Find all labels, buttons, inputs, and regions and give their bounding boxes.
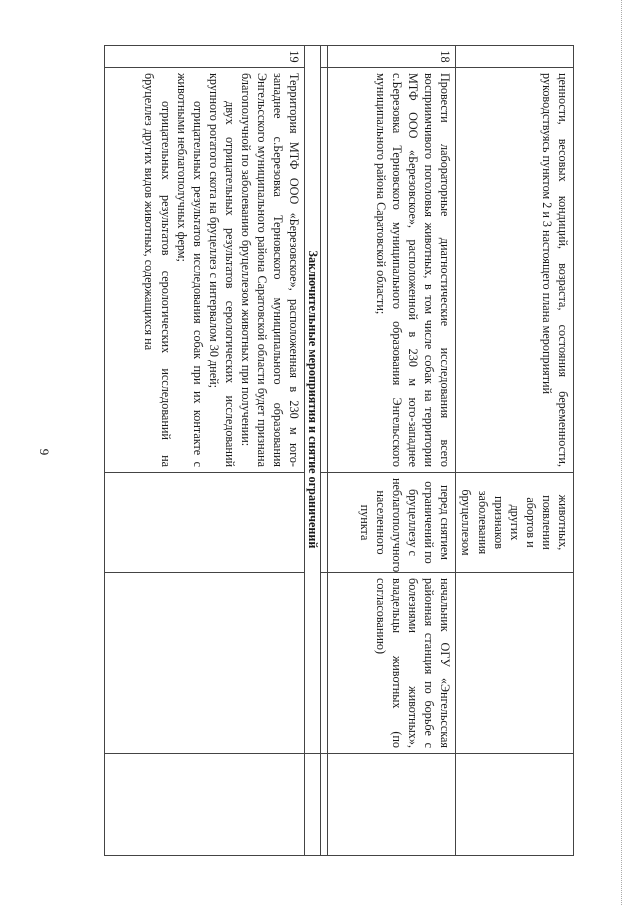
responsible-cell (105, 573, 305, 754)
responsible-cell: начальник ОГУ «Энгельсская районная станция по борьбе с болезнями животных», владельцы животных (по согласованию) (328, 573, 456, 754)
table-row-spacer (321, 46, 328, 856)
measure-cell: ценности, весовых кондиций, возраста, состояния беременности, руководствуясь пунктом 2 и 3 настоящего плана мероприятий (456, 68, 574, 473)
table-row (456, 46, 574, 856)
page-edge-line (621, 0, 624, 905)
page-number: 9 (37, 448, 52, 456)
measure-cell (105, 68, 305, 473)
empty-cell (328, 754, 456, 856)
row-number: 18 (328, 46, 456, 68)
timing-cell: животных, появлении абортов и других признаков заболевания бруцеллезом (456, 473, 574, 573)
timing-cell (105, 473, 305, 573)
paragraph: отрицательных результатов серологических исследований на бруцеллез других видов животных, содержащихся на (142, 73, 173, 467)
empty-cell (456, 754, 574, 856)
paragraph: Территория МТФ ООО «Березовское», расположенная в 230 м юго-западнее с.Березовка Терновского муниципального образования Энгельсского муниципального района Саратовской области будет признана благополучной по заболеванию бруцеллезом животных при получении: (239, 73, 302, 467)
section-title: Заключительные мероприятия и снятие ограничений (305, 46, 321, 754)
paragraph: отрицательных результатов исследования собак при их контакте с животными неблагополучных ферм; (174, 73, 205, 467)
empty-cell (305, 754, 321, 856)
table-row (328, 46, 456, 856)
paragraph: двух отрицательных результатов серологических исследований крупного рогатого скота на бруцеллез с интервалом 30 дней; (206, 73, 237, 467)
section-row (305, 46, 321, 856)
measure-cell: Провести лабораторные диагностические исследования всего восприимчивого поголовья животных, в том числе собак на территории МТФ ООО «Березовское», расположенной в 230 м юго-западнее с.Березовка Терновского муниципального образования Энгельсского муниципального района Саратовской области; (328, 68, 456, 473)
rotated-table-container (94, 45, 574, 855)
row-number (456, 46, 574, 68)
timing-cell: перед снятием ограничений по бруцеллезу с неблагополучного населенного пункта (328, 473, 456, 573)
row-number: 19 (105, 46, 305, 68)
table-row (105, 46, 305, 856)
responsible-cell (456, 573, 574, 754)
measures-table (104, 45, 574, 856)
empty-cell (105, 754, 305, 856)
